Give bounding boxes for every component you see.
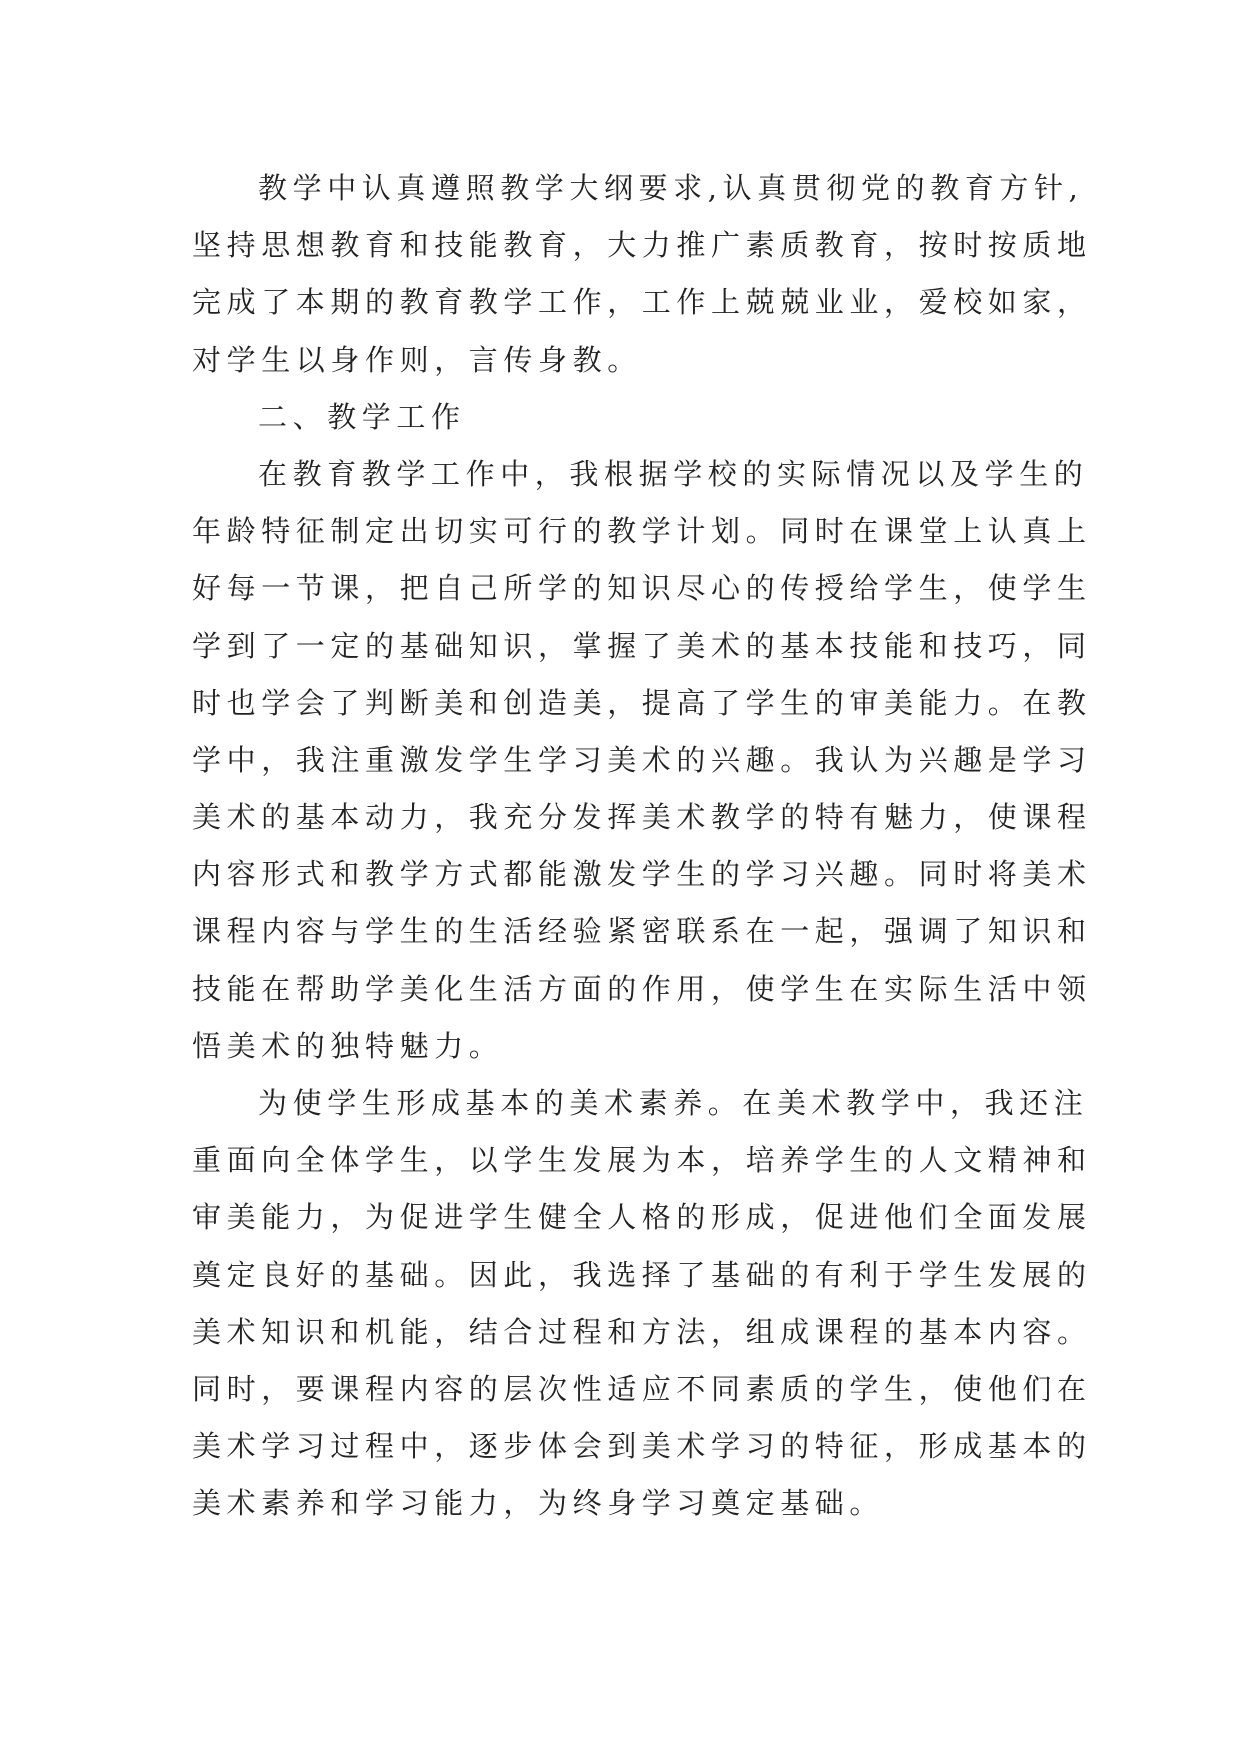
text-line: 年龄特征制定出切实可行的教学计划。同时在课堂上认真上: [192, 514, 1092, 549]
paragraph-teaching-work: [192, 446, 1092, 1075]
text-line: 内容形式和教学方式都能激发学生的学习兴趣。同时将美术: [192, 857, 1092, 892]
section-heading: [192, 389, 1092, 446]
text-line: 美术知识和机能，结合过程和方法，组成课程的基本内容。: [192, 1314, 1092, 1349]
text-line: 美术学习过程中，逐步体会到美术学习的特征，形成基本的: [192, 1429, 1092, 1464]
text-line: 在教育教学工作中，我根据学校的实际情况以及学生的: [258, 456, 1089, 491]
text-line: 对学生以身作则，言传身教。: [192, 342, 642, 377]
text-line: 美术的基本动力，我充分发挥美术教学的特有魅力，使课程: [192, 800, 1092, 835]
text-line: 教学中认真遵照教学大纲要求,认真贯彻党的教育方针,: [258, 171, 1084, 205]
text-line: 奠定良好的基础。因此，我选择了基础的有利于学生发展的: [192, 1257, 1092, 1292]
text-line: 美术素养和学习能力，为终身学习奠定基础。: [192, 1486, 885, 1521]
text-line: 时也学会了判断美和创造美，提高了学生的审美能力。在教: [192, 685, 1092, 720]
text-line: 悟美术的独特魅力。: [192, 1028, 504, 1063]
text-line: 学到了一定的基础知识，掌握了美术的基本技能和技巧，同: [192, 628, 1092, 663]
paragraph-art-literacy: [192, 1075, 1092, 1533]
text-line: 好每一节课，把自己所学的知识尽心的传授给学生，使学生: [192, 571, 1092, 606]
text-line: 完成了本期的教育教学工作，工作上兢兢业业，爱校如家，: [192, 285, 1092, 320]
text-line: 课程内容与学生的生活经验紧密联系在一起，强调了知识和: [192, 914, 1092, 949]
text-line: 学中，我注重激发学生学习美术的兴趣。我认为兴趣是学习: [192, 742, 1092, 777]
text-line: 为使学生形成基本的美术素养。在美术教学中，我还注: [258, 1086, 1089, 1120]
document-body: [192, 160, 1092, 1533]
text-line: 坚持思想教育和技能教育，大力推广素质教育，按时按质地: [192, 228, 1092, 263]
text-line: 同时，要课程内容的层次性适应不同素质的学生，使他们在: [192, 1371, 1092, 1406]
text-line: 审美能力，为促进学生健全人格的形成，促进他们全面发展: [192, 1200, 1092, 1235]
text-line: 技能在帮助学美化生活方面的作用，使学生在实际生活中领: [192, 971, 1092, 1006]
text-line: 重面向全体学生，以学生发展为本，培养学生的人文精神和: [192, 1143, 1092, 1178]
paragraph-teaching-principles: [192, 160, 1092, 389]
section-heading-text: 二、教学工作: [258, 399, 466, 434]
